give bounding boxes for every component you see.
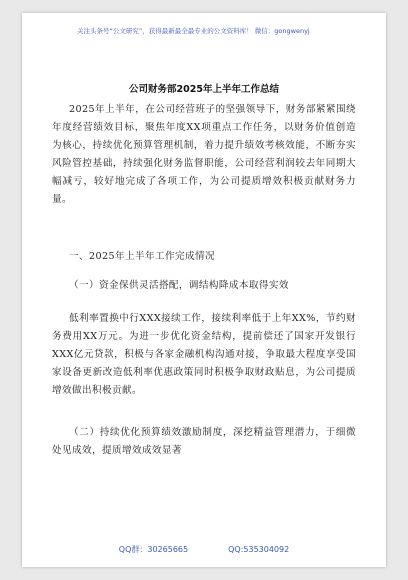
footer-qq-number: QQ:535304092: [228, 545, 290, 554]
intro-paragraph: 2025年上半年，在公司经营班子的坚强领导下，财务部紧紧围绕年度经营绩效目标，聚焦年度XX项重点工作任务，以财务价值创造为核心，持续优化预算管理机制，着力提升绩效考核效能，不断夯实风险管控基础，持续强化财务监督职能，公司经营利润较去年同期大幅减亏，较好地完成了各项工作，为公司提质增效积极贡献财务力量。: [52, 104, 356, 205]
subsection-heading-1: （一）资金保供灵活搭配，调结构降成本取得实效: [69, 280, 289, 291]
subsection-heading-2: （二）持续优化预算绩效激励制度，深挖精益管理潜力，于细微处见成效，提质增效成效显著: [52, 427, 356, 456]
header-notice: 关注头条号“公文研究”，获得最新最全最专业的公文资料库！ 微信：gongwenyj: [77, 27, 310, 35]
section-heading-1: 一、2025年上半年工作完成情况: [69, 251, 215, 262]
footer-qq-group: QQ群：30265665: [118, 545, 189, 554]
footer-contact: [22, 545, 386, 555]
document-page: [22, 13, 386, 567]
body-paragraph: 低利率置换中行XXX接续工作，接续利率低于上年XX%，节约财务费用XX万元。为进一步优化资金结构，提前偿还了国家开发银行XXX亿元贷款，积极与各家金融机构沟通对接，争取最大程度享受国家设备更新改造低利率优惠政策同时积极争取财政贴息，为公司提质增效做出积极贡献。: [52, 313, 356, 396]
document-title: 公司财务部2025年上半年工作总结: [129, 84, 279, 95]
